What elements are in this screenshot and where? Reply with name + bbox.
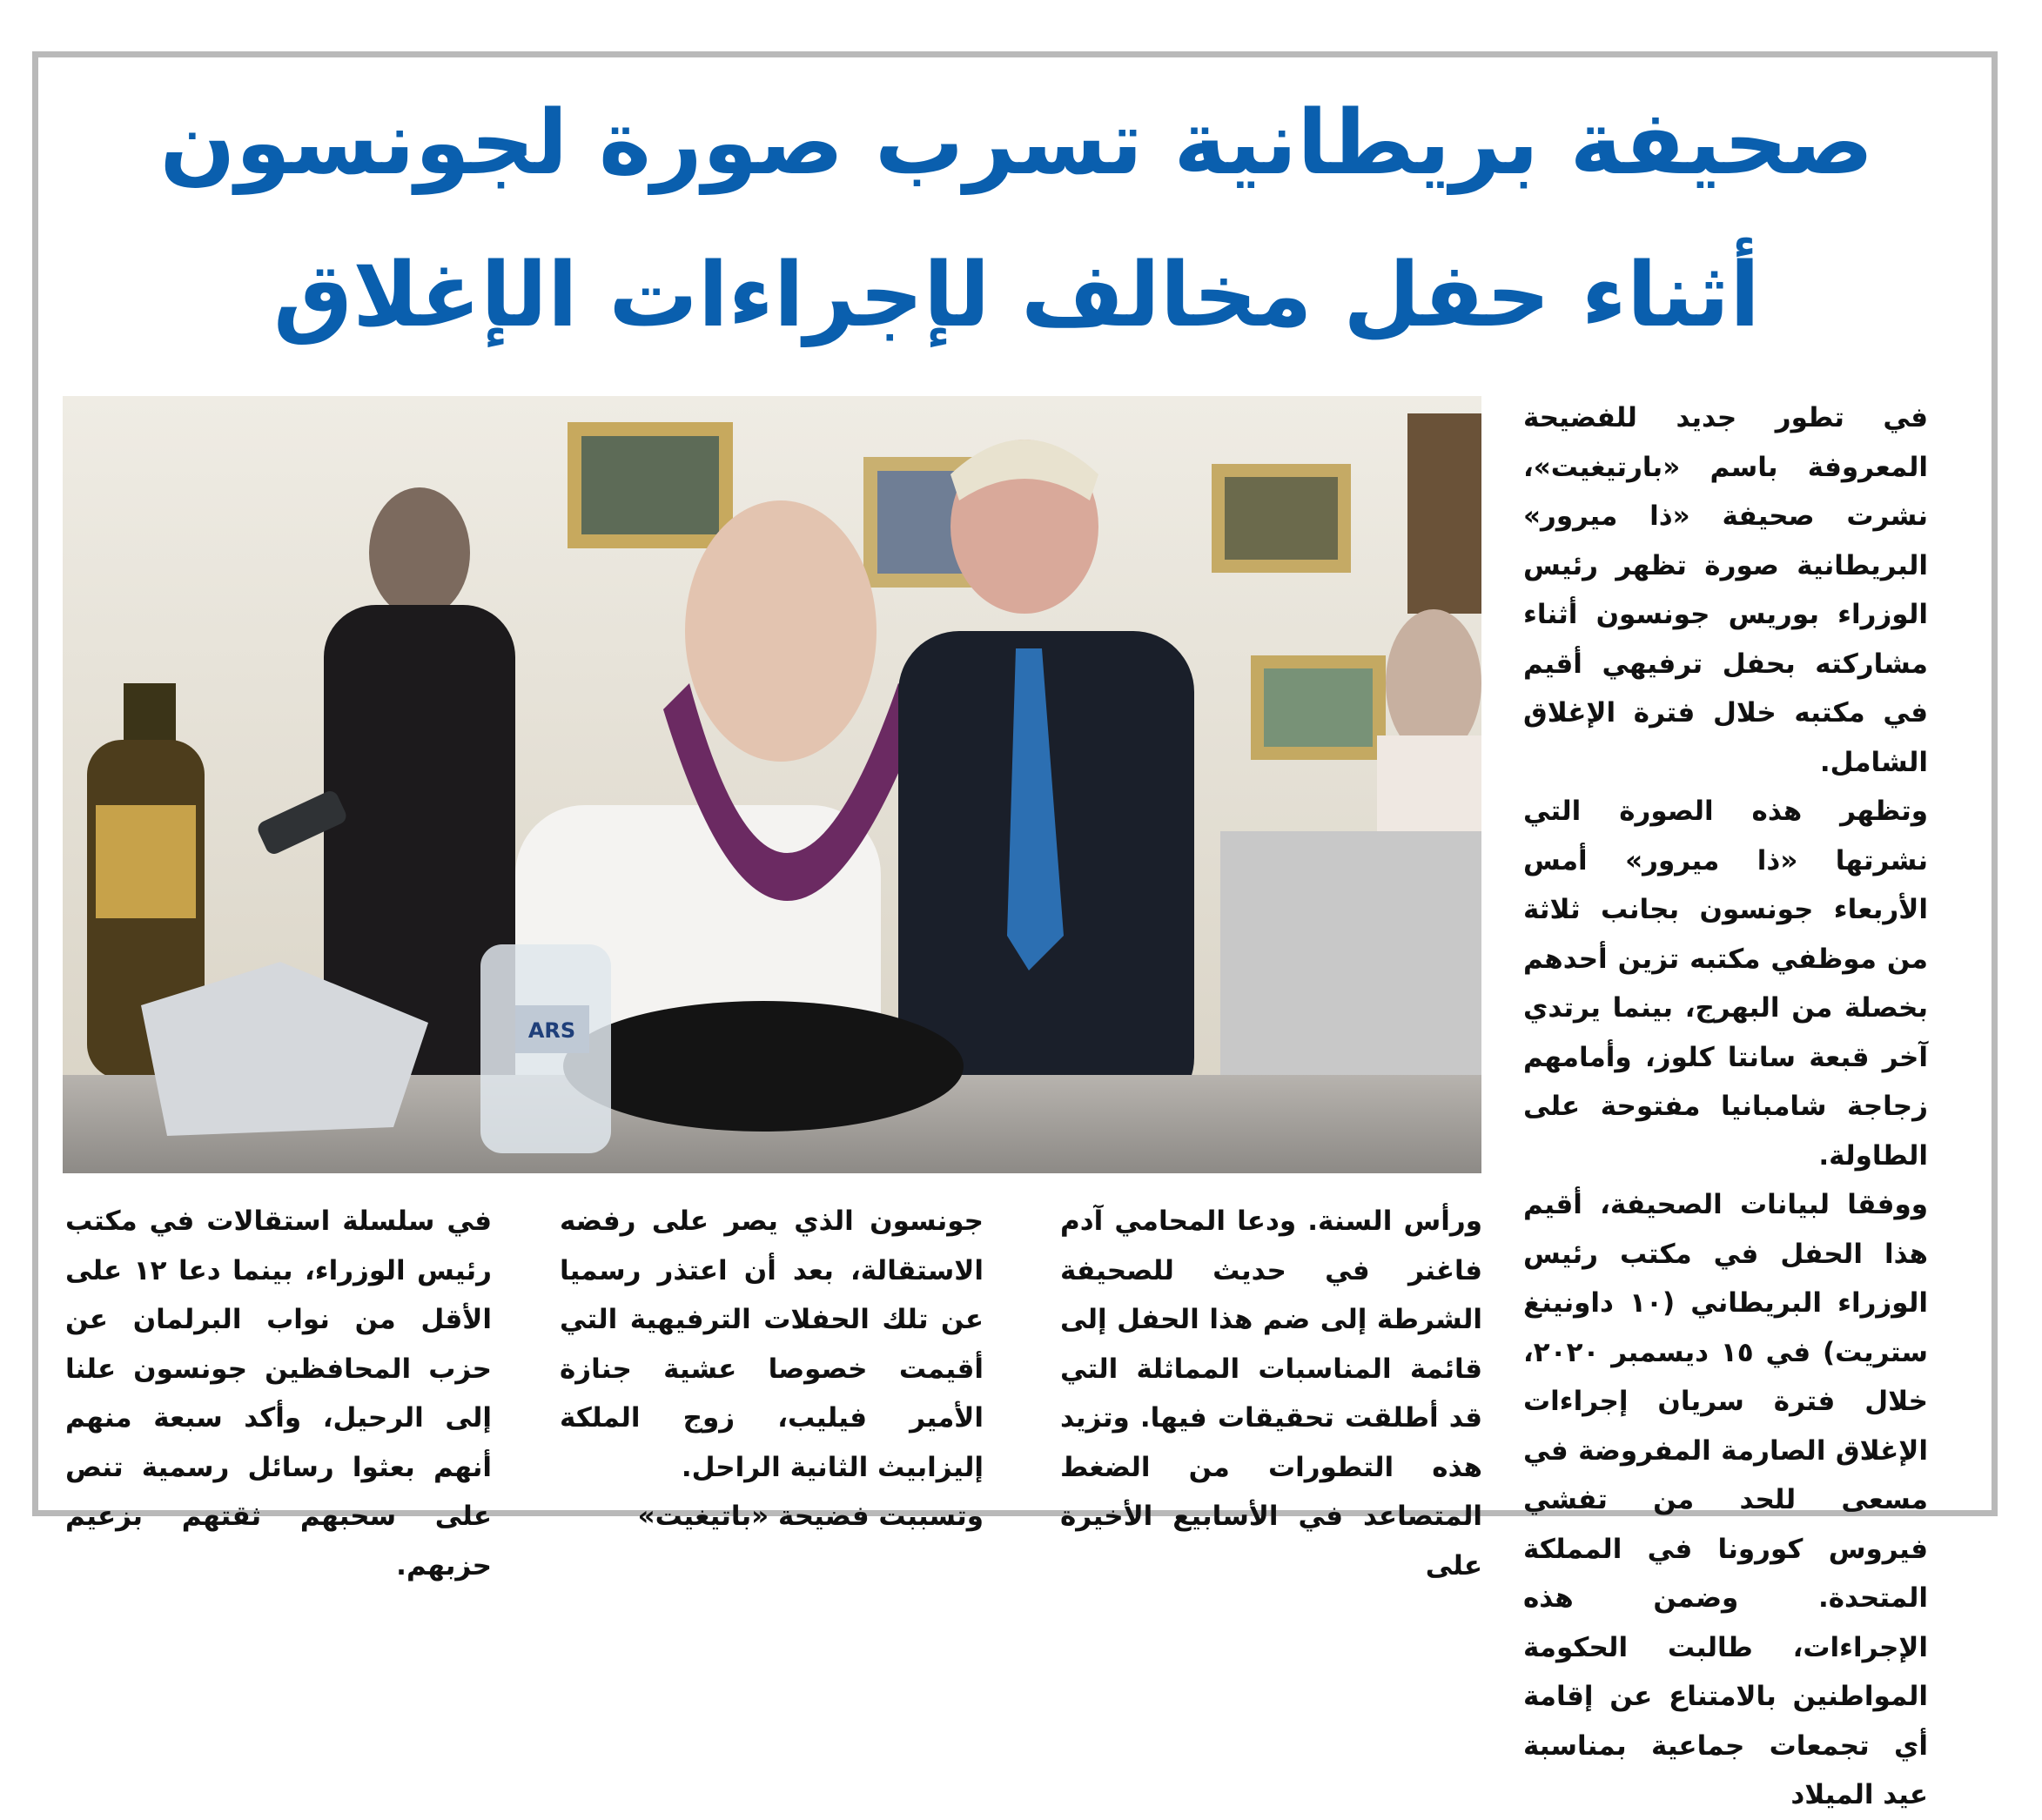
article-photo [63,396,1481,1173]
headline-line-2: أثناء حفل مخالف لإجراءات الإغلاق [272,244,1761,347]
paragraph: وتظهر هذه الصورة التي نشرتها «ذا ميرور» أمس الأربعاء جونسون بجانب ثلاثة من موظفي مكتبه تزين أحدهم بخصلة من البهرج، بينما يرتدي آخر قبعة سانتا كلوز، وأمامهم زجاجة شامبانيا مفتوحة على الطاولة. [1523,796,1928,1172]
paragraph: جونسون الذي يصر على رفضه الاستقالة، بعد أن اعتذر رسميا عن تلك الحفلات الترفيهية التي أقيمت خصوصا عشية جنازة الأمير فيليب، زوج الملكة إليزابيث الثانية الراحل. [560,1205,984,1483]
paragraph: وتسببت فضيحة «باتيغيت» [637,1501,984,1532]
column-right [1523,393,1928,1820]
column-bottom-left [65,1197,492,1590]
headline-line-1: صحيفة بريطانية تسرب صورة لجونسون [159,91,1874,195]
paragraph: في تطور جديد للفضيحة المعروفة باسم «بارتيغيت»، نشرت صحيفة «ذا ميرور» البريطانية صورة تظهر رئيس الوزراء بوريس جونسون أثناء مشاركته بحفل ترفيهي أقيم في مكتبه خلال فترة الإغلاق الشامل. [1523,402,1928,778]
sanitizer-label: ARS [527,1018,576,1043]
paragraph: ووفقا لبيانات الصحيفة، أقيم هذا الحفل في مكتب رئيس الوزراء البريطاني (١٠ داونينغ ستريت) في ١٥ ديسمبر ٢٠٢٠، خلال فترة سريان إجراءات الإغلاق الصارمة المفروضة في مسعى للحد من تفشي فيروس كورونا في المملكة المتحدة. وضمن هذه الإجراءات، طالبت الحكومة المواطنين بالامتناع عن إقامة أي تجمعات جماعية بمناسبة عيد الميلاد [1523,1189,1929,1810]
paragraph: في سلسلة استقالات في مكتب رئيس الوزراء، بينما دعا ١٢ على الأقل من نواب البرلمان عن حزب المحافظين جونسون علنا إلى الرحيل، وأكد سبعة منهم أنهم بعثوا رسائل رسمية تنص على سحبهم ثقتهم بزعيم حزبهم. [65,1205,492,1582]
photo-image [63,396,1481,1173]
column-bottom-right [1060,1197,1482,1590]
column-bottom-middle [560,1197,984,1541]
paragraph: ورأس السنة. ودعا المحامي آدم فاغنر في حديث للصحيفة الشرطة إلى ضم هذا الحفل إلى قائمة المناسبات المماثلة التي قد أطلقت تحقيقات فيها. وتزيد هذه التطورات من الضغط المتصاعد في الأسابيع الأخيرة على [1060,1205,1482,1582]
